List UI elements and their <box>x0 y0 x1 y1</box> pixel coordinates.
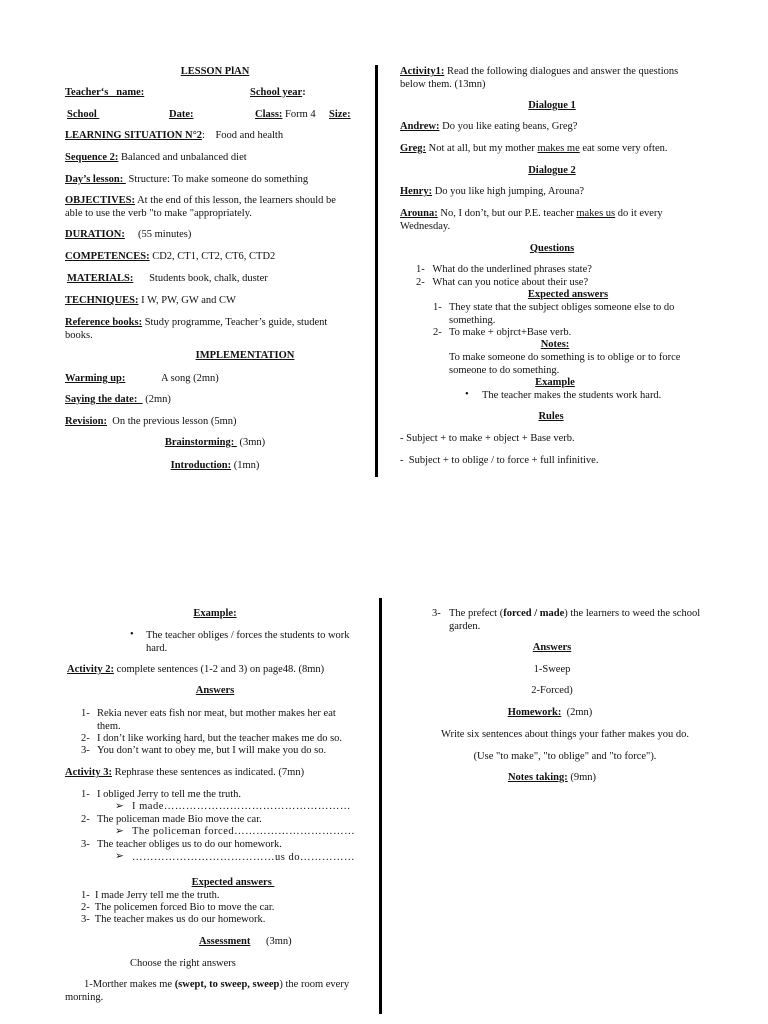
objectives <box>65 195 355 221</box>
saying-the-date <box>65 394 171 407</box>
example-bullet: • <box>465 389 469 400</box>
duration <box>65 229 365 242</box>
school-year-colon: : <box>302 87 306 98</box>
rule-1: - Subject + to make + object + Base verb. <box>400 433 575 444</box>
duration-value: (55 minutes) <box>124 229 192 240</box>
rephrase-3-arrow-icon: ➢ <box>115 851 124 862</box>
page2-example-title <box>115 608 315 621</box>
brainstorming <box>115 437 315 450</box>
answer-2-text: To make + objrct+Base verb. <box>449 327 572 338</box>
activity2-label: Activity 2: <box>67 664 114 675</box>
rule-2: - Subject + to oblige / to force + full infinitive. <box>400 455 599 466</box>
page2-answers-title <box>115 685 315 698</box>
dialogue1-title <box>400 100 704 113</box>
introduction <box>115 460 315 473</box>
learning-situation <box>65 130 365 143</box>
assessment-q1-text-c: ) the room every morning. <box>65 979 350 1003</box>
activity1-value: Read the following dialogues and answer the questions below them. (13mn) <box>400 66 679 90</box>
activity1 <box>400 66 700 92</box>
class-value: Form 4 <box>282 109 316 120</box>
school-label: School <box>67 109 100 120</box>
revision-label: Revision: <box>65 416 107 427</box>
expected-2: 2- The policemen forced Bio to move the car. <box>81 902 275 913</box>
school-field <box>67 109 99 122</box>
page2-answer-1-text: Rekia never eats fish nor meat, but mother makes her eat them. <box>97 708 336 732</box>
materials-value: Students book, chalk, duster <box>133 273 268 284</box>
question-2: 2- What can you notice about their use? <box>416 277 589 288</box>
brainstorming-value: (3mn) <box>236 437 266 448</box>
saying-date-label: Saying the date: <box>65 394 143 405</box>
reference-books-label: Reference books: <box>65 317 143 328</box>
warming-up-value: A song (2mn) <box>161 373 219 384</box>
activity2 <box>67 664 367 677</box>
materials-label: MATERIALS: <box>67 273 134 284</box>
activity2-value: complete sentences (1-2 and 3) on page48. (8mn) <box>113 664 325 675</box>
page2-answer-1-num: 1- <box>81 708 90 719</box>
andrew-line <box>400 121 700 134</box>
greg-text-b: eat some very often. <box>579 143 668 154</box>
page2-answer-2-num: 2- <box>81 733 90 744</box>
sequence <box>65 152 365 165</box>
days-lesson-label: Day’s lesson: <box>65 174 126 185</box>
page2-right-answers-title-text: Answers <box>532 642 572 653</box>
teacher-name-row <box>65 87 144 100</box>
implementation-text: IMPLEMENTATION <box>195 350 295 361</box>
size-label: Size: <box>329 109 351 120</box>
notes-taking-label: Notes taking: <box>507 772 568 783</box>
assessment-q1-text-a: 1-Morther makes me <box>84 979 175 990</box>
learning-situation-value: : Food and health <box>202 130 284 141</box>
notes-title <box>455 339 655 352</box>
andrew-label: Andrew: <box>400 121 440 132</box>
assessment-question-1 <box>65 979 365 1005</box>
class-label: Class: <box>255 109 283 120</box>
greg-text-underlined: makes me <box>537 143 580 154</box>
page2-expected-title-text: Expected answers <box>191 877 275 888</box>
reference-books <box>65 317 355 343</box>
reference-books-value: Study programme, Teacher’s guide, student books. <box>65 317 328 341</box>
assessment-value-wrap <box>266 936 292 949</box>
henry-line <box>400 186 700 199</box>
page2-right-answer-2: 2-Forced) <box>531 685 573 696</box>
objectives-label: OBJECTIVES: <box>65 195 136 206</box>
class-field <box>255 109 316 122</box>
introduction-value: (1mn) <box>231 460 260 471</box>
brainstorming-label: Brainstorming: <box>164 437 237 448</box>
example-title-text: Example <box>535 377 575 388</box>
greg-label: Greg: <box>400 143 427 154</box>
henry-label: Henry: <box>400 186 433 197</box>
assessment-value: (3mn) <box>266 936 292 947</box>
notes-taking-value: (9mn) <box>567 772 597 783</box>
objectives-value: At the end of this lesson, the learners should be able to use the verb "to make "appropriately. <box>65 195 336 219</box>
activity3-value: Rephrase these sentences as indicated. (7mn) <box>111 767 305 778</box>
expected-3: 3- The teacher makes us do our homework. <box>81 914 266 925</box>
rephrase-2-sub: The policeman forced…………………………… <box>132 826 356 837</box>
expected-answers-title <box>468 289 668 302</box>
item-3-text-a: The prefect ( <box>449 608 504 619</box>
rephrase-2-arrow-icon: ➢ <box>115 826 124 837</box>
answer-2-num: 2- <box>433 327 442 338</box>
warming-up-label: Warming up: <box>65 373 126 384</box>
days-lesson <box>65 174 365 187</box>
school-year-row <box>250 87 306 100</box>
greg-line <box>400 143 700 156</box>
arouna-text-underlined: makes us <box>576 208 616 219</box>
date-label: Date: <box>169 109 194 120</box>
page2-example-text: The teacher obliges / forces the students to work hard. <box>146 630 350 654</box>
school-year-label: School year <box>250 87 303 98</box>
homework <box>450 707 650 720</box>
techniques <box>65 295 365 308</box>
arouna-text-a: No, I don’t, but our P.E. teacher <box>437 208 577 219</box>
competences-label: COMPETENCES: <box>65 251 150 262</box>
implementation-heading <box>95 350 395 363</box>
andrew-text: Do you like eating beans, Greg? <box>439 121 578 132</box>
materials <box>67 273 367 286</box>
homework-hint: (Use "to make", "to oblige" and "to force"). <box>473 751 657 762</box>
choose-right-answers: Choose the right answers <box>130 958 236 969</box>
revision <box>65 416 236 429</box>
homework-label: Homework: <box>507 707 562 718</box>
arouna-line <box>400 208 700 234</box>
rephrase-3-sub: …………………………………us do…………… <box>132 852 355 863</box>
notes-text: To make someone do something is to oblige or to force someone to do something. <box>449 352 681 376</box>
example-title <box>455 377 655 390</box>
introduction-label: Introduction: <box>170 460 232 471</box>
item-3-num: 3- <box>432 608 441 619</box>
page2-right-answers-title <box>452 642 652 655</box>
assessment-label: Assessment <box>199 936 251 947</box>
page2-answer-3-text: You don’t want to obey me, but I will make you do so. <box>97 745 327 756</box>
competences <box>65 251 365 264</box>
lesson-plan-title <box>65 66 365 79</box>
activity3 <box>65 767 365 780</box>
page1-column-divider <box>375 65 378 477</box>
page2-example-bullet: • <box>130 629 134 640</box>
greg-text-a: Not at all, but my mother <box>426 143 538 154</box>
arouna-text-b: do it every Wednesday. <box>400 208 663 232</box>
answer-1-text: They state that the subject obliges someone else to do something. <box>449 302 675 326</box>
page2-answers-title-text: Answers <box>195 685 235 696</box>
teacher-name-label: Teacher‘s name: <box>65 87 145 98</box>
dialogue2-title-text: Dialogue 2 <box>528 165 576 176</box>
sequence-value: Balanced and unbalanced diet <box>118 152 247 163</box>
days-lesson-value: Structure: To make someone do something <box>125 174 309 185</box>
rephrase-1-arrow-icon: ➢ <box>115 801 124 812</box>
learning-situation-label: LEARNING SITUATION N°2 <box>65 130 203 141</box>
dialogue1-title-text: Dialogue 1 <box>528 100 576 111</box>
revision-value: On the previous lesson (5mn) <box>107 416 237 427</box>
techniques-label: TECHNIQUES: <box>65 295 139 306</box>
rephrase-1-sub: I made…………………………………………… <box>132 801 351 812</box>
assessment <box>199 936 250 949</box>
duration-label: DURATION: <box>65 229 125 240</box>
item-3-text-c: ) the learners to weed the school garden. <box>449 608 701 632</box>
example-text: The teacher makes the students work hard. <box>482 390 662 401</box>
rephrase-2-num: 2- <box>81 814 90 825</box>
page2-expected-title <box>133 877 333 890</box>
notes-taking <box>452 772 652 785</box>
warming-up-value-wrap <box>161 373 219 386</box>
arouna-label: Arouna: <box>400 208 438 219</box>
item-3-options: forced / made <box>503 608 565 619</box>
rules-title-text: Rules <box>538 411 564 422</box>
lesson-plan-title-text: LESSON PlAN <box>180 66 250 77</box>
dialogue2-title <box>400 165 704 178</box>
rephrase-3-text: The teacher obliges us to do our homework. <box>97 839 282 850</box>
assessment-q1-options: (swept, to sweep, sweep <box>174 979 280 990</box>
rephrase-2-text: The policeman made Bio move the car. <box>97 814 262 825</box>
page2-right-answer-1: 1-Sweep <box>533 664 571 675</box>
sequence-label: Sequence 2: <box>65 152 119 163</box>
date-field <box>169 109 194 122</box>
notes-title-text: Notes: <box>540 339 570 350</box>
henry-text: Do you like high jumping, Arouna? <box>432 186 585 197</box>
homework-text: Write six sentences about things your father makes you do. <box>440 729 690 740</box>
competences-value: CD2, CT1, CT2, CT6, CTD2 <box>149 251 276 262</box>
activity3-label: Activity 3: <box>65 767 112 778</box>
question-1: 1- What do the underlined phrases state? <box>416 264 592 275</box>
techniques-value: I W, PW, GW and CW <box>138 295 236 306</box>
rephrase-1-num: 1- <box>81 789 90 800</box>
warming-up <box>65 373 125 386</box>
page2-column-divider <box>379 598 382 1014</box>
expected-1: 1- I made Jerry tell me the truth. <box>81 890 220 901</box>
expected-answers-title-text: Expected answers <box>527 289 609 300</box>
questions-title-text: Questions <box>529 243 575 254</box>
homework-value: (2mn) <box>561 707 593 718</box>
activity1-label: Activity1: <box>400 66 445 77</box>
page2-answer-2-text: I don’t like working hard, but the teacher makes me do so. <box>97 733 343 744</box>
size-field <box>329 109 351 122</box>
page2-answer-3-num: 3- <box>81 745 90 756</box>
page2-example-title-text: Example: <box>193 608 237 619</box>
answer-1-num: 1- <box>433 302 442 313</box>
saying-date-value: (2mn) <box>142 394 171 405</box>
item-3 <box>449 608 704 634</box>
rephrase-1-text: I obliged Jerry to tell me the truth. <box>97 789 242 800</box>
questions-title <box>400 243 704 256</box>
rules-title <box>451 411 651 424</box>
rephrase-3-num: 3- <box>81 839 90 850</box>
